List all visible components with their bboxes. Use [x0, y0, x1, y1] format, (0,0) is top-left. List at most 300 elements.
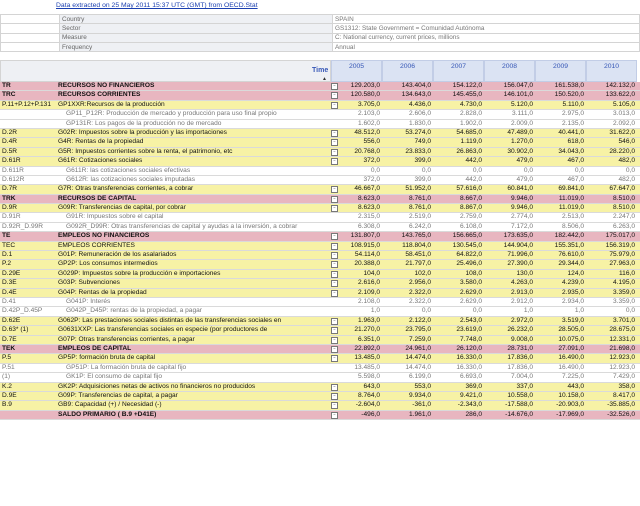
- value-cell: 372,0: [363, 175, 380, 183]
- meta-key: Sector: [60, 24, 333, 33]
- row-label[interactable]: RECURSOS NO FINANCIEROS: [58, 82, 155, 89]
- sort-arrow-icon[interactable]: ▲: [322, 76, 327, 82]
- row-label[interactable]: GK2P: Adquisiciones netas de activos no financieros no producidos: [58, 382, 256, 390]
- value-cell: 48.512,0: [354, 128, 380, 136]
- value-cell: 2.934,0: [562, 297, 584, 305]
- value-cell: 6.108,0: [460, 222, 482, 230]
- value-cell: 8.764,0: [358, 391, 380, 399]
- row-label[interactable]: G09P: Transferencias de capital, a pagar: [58, 391, 178, 399]
- value-cell: 133.622,0: [605, 91, 635, 99]
- value-cell: 143.765,0: [401, 232, 431, 240]
- row-code: P.51: [2, 363, 15, 371]
- meta-value: GS1312: State Government = Comunidad Autónoma: [333, 24, 640, 33]
- value-cell: 7.748,0: [460, 335, 482, 343]
- value-cell: 118.804,0: [402, 241, 431, 249]
- value-cell: 9.421,0: [460, 391, 482, 399]
- value-cell: 116,0: [618, 269, 635, 277]
- value-cell: 20.388,0: [354, 260, 380, 268]
- table-row: [0, 270, 640, 279]
- value-cell: 34.043,0: [558, 147, 584, 155]
- value-cell: 28.675,0: [609, 326, 635, 334]
- value-cell: 28.505,0: [558, 326, 584, 334]
- value-cell: 143.404,0: [401, 82, 431, 89]
- row-label[interactable]: G041P: Interés: [66, 297, 111, 305]
- meta-key: Country: [60, 15, 333, 24]
- value-cell: -2.343,0: [457, 401, 482, 409]
- value-cell: 108,0: [465, 269, 482, 277]
- value-cell: 2.912,0: [511, 297, 533, 305]
- meta-value: SPAIN: [333, 15, 640, 24]
- table-row: [0, 345, 640, 354]
- row-code: D.63* (1): [2, 326, 29, 334]
- row-code: TR: [2, 82, 11, 89]
- value-cell: 27.390,0: [507, 260, 533, 268]
- table-row: [0, 289, 640, 298]
- row-code: D.4R: [2, 138, 18, 146]
- value-cell: 129.203,0: [350, 82, 380, 89]
- value-cell: 2.606,0: [409, 110, 431, 118]
- row-label[interactable]: GP11_P12R: Producción de mercado y producción para uso final propio: [66, 110, 277, 118]
- row-code: D.2R: [2, 128, 18, 136]
- value-cell: 8.506,0: [562, 222, 584, 230]
- value-cell: 146.101,0: [503, 91, 533, 99]
- row-label[interactable]: G04P: Rentas de la propiedad: [58, 288, 147, 296]
- value-cell: 13.485,0: [354, 354, 380, 362]
- row-label[interactable]: GP1XXR:Recursos de la producción: [58, 100, 165, 108]
- value-cell: 0,0: [523, 166, 533, 174]
- expand-collapse-icon[interactable]: −: [331, 337, 338, 344]
- value-cell: 29.344,0: [558, 260, 584, 268]
- value-cell: 156.319,0: [605, 241, 635, 249]
- value-cell: 749,0: [414, 138, 431, 146]
- value-cell: 2.828,0: [460, 110, 482, 118]
- row-code: D.1: [2, 251, 13, 259]
- value-cell: 399,0: [414, 175, 431, 183]
- value-cell: 2.935,0: [562, 288, 584, 296]
- value-cell: 467,0: [567, 175, 584, 183]
- value-cell: 58.451,0: [405, 251, 431, 259]
- data-source-link[interactable]: Data extracted on 25 May 2011 15:37 UTC (GMT) from OECD.Stat: [56, 2, 258, 9]
- value-cell: -20.903,0: [556, 401, 584, 409]
- value-cell: 3.111,0: [511, 110, 533, 118]
- value-cell: -35.885,0: [607, 401, 635, 409]
- row-label[interactable]: RECURSOS CORRIENTES: [58, 91, 141, 99]
- value-cell: 69.841,0: [558, 185, 584, 193]
- value-cell: 2.122,0: [409, 316, 431, 324]
- value-cell: 3.701,0: [613, 316, 635, 324]
- row-label[interactable]: G7R: Otras transferencias corrientes, a cobrar: [58, 185, 194, 193]
- expand-collapse-icon[interactable]: −: [331, 402, 338, 409]
- expand-collapse-icon[interactable]: −: [331, 261, 338, 268]
- value-cell: 173.635,0: [503, 232, 533, 240]
- table-row: [0, 204, 640, 213]
- value-cell: 479,0: [516, 175, 533, 183]
- value-cell: 26.232,0: [507, 326, 533, 334]
- expand-collapse-icon[interactable]: −: [331, 196, 338, 203]
- value-cell: 104,0: [363, 269, 380, 277]
- value-cell: 7.225,0: [562, 373, 584, 381]
- meta-value: Annual: [333, 42, 640, 51]
- value-cell: 7.429,0: [613, 373, 635, 381]
- table-row: [0, 129, 640, 138]
- value-cell: 46.667,0: [354, 185, 380, 193]
- value-cell: 643,0: [363, 382, 380, 390]
- value-cell: 3.705,0: [358, 100, 380, 108]
- year-header[interactable]: 2008: [484, 60, 535, 82]
- row-label[interactable]: G02R: Impuestos sobre la producción y las importaciones: [58, 128, 227, 136]
- value-cell: 372,0: [363, 157, 380, 165]
- table-row: [0, 401, 640, 410]
- table-row: [0, 411, 640, 420]
- row-code: D.92R_D.99R: [2, 222, 44, 230]
- value-cell: 369,0: [465, 382, 482, 390]
- row-label[interactable]: G611R: las cotizaciones sociales efectivas: [66, 166, 191, 174]
- value-cell: 175.017,0: [605, 232, 635, 240]
- value-cell: 0,0: [472, 166, 482, 174]
- year-header[interactable]: 2009: [535, 60, 586, 82]
- row-label[interactable]: G03P: Subvenciones: [58, 279, 120, 287]
- value-cell: 2.543,0: [460, 316, 482, 324]
- value-cell: 4.239,0: [562, 279, 584, 287]
- value-cell: 12.331,0: [609, 335, 635, 343]
- value-cell: 108.915,0: [350, 241, 380, 249]
- row-label[interactable]: GP51P: La formación bruta de capital fijo: [66, 363, 187, 371]
- value-cell: 442,0: [465, 175, 482, 183]
- meta-row-frequency: [1, 42, 640, 51]
- expand-collapse-icon[interactable]: −: [331, 149, 338, 156]
- value-cell: -496,0: [361, 410, 380, 418]
- value-cell: 618,0: [567, 138, 584, 146]
- value-cell: 443,0: [567, 382, 584, 390]
- value-cell: 1.902,0: [460, 119, 482, 127]
- value-cell: 23.619,0: [456, 326, 482, 334]
- meta-row-country: [1, 15, 640, 24]
- value-cell: 13.485,0: [354, 363, 380, 371]
- table-row: [0, 213, 640, 222]
- value-cell: 11.019,0: [558, 204, 584, 212]
- value-cell: 2.513,0: [562, 213, 584, 221]
- value-cell: 1.119,0: [460, 138, 482, 146]
- value-cell: -17.969,0: [556, 410, 584, 418]
- value-cell: 26.863,0: [456, 147, 482, 155]
- row-code: P.11+P.12+P.131: [2, 100, 52, 108]
- row-label[interactable]: SALDO PRIMARIO ( B.9 +D41E): [58, 410, 157, 418]
- value-cell: 23.795,0: [405, 326, 431, 334]
- value-cell: 8.867,0: [460, 204, 482, 212]
- value-cell: 156.665,0: [452, 232, 482, 240]
- expand-collapse-icon[interactable]: −: [331, 243, 338, 250]
- expand-collapse-icon[interactable]: −: [331, 92, 338, 99]
- value-cell: 337,0: [516, 382, 533, 390]
- value-cell: 2.616,0: [358, 279, 380, 287]
- value-cell: 1.602,0: [358, 119, 380, 127]
- data-table: [0, 82, 640, 420]
- expand-collapse-icon[interactable]: −: [331, 205, 338, 212]
- value-cell: 8.667,0: [460, 194, 482, 202]
- value-cell: 24.961,0: [405, 344, 431, 352]
- row-label[interactable]: RECURSOS DE CAPITAL: [58, 194, 137, 202]
- value-cell: 150.520,0: [554, 91, 584, 99]
- year-header[interactable]: 2005: [331, 60, 382, 82]
- row-label[interactable]: EMPLEOS CORRIENTES: [58, 241, 135, 249]
- value-cell: 546,0: [618, 138, 635, 146]
- value-cell: 1,0: [574, 307, 584, 315]
- expand-collapse-icon[interactable]: −: [331, 186, 338, 193]
- value-cell: 17.836,0: [507, 354, 533, 362]
- value-cell: 16.330,0: [456, 354, 482, 362]
- value-cell: 7.004,0: [511, 373, 533, 381]
- row-code: TEC: [2, 241, 16, 249]
- value-cell: 11.019,0: [558, 194, 584, 202]
- value-cell: 8.623,0: [358, 194, 380, 202]
- value-cell: 27.091,0: [558, 344, 584, 352]
- expand-collapse-icon[interactable]: −: [331, 233, 338, 240]
- value-cell: 145.455,0: [452, 91, 482, 99]
- value-cell: 4.436,0: [409, 100, 431, 108]
- row-code: D.612R: [2, 175, 25, 183]
- value-cell: -14.676,0: [505, 410, 533, 418]
- value-cell: 467,0: [567, 157, 584, 165]
- row-label[interactable]: EMPLEOS NO FINANCIEROS: [58, 232, 150, 240]
- value-cell: 71.996,0: [507, 251, 533, 259]
- value-cell: 5.105,0: [613, 100, 635, 108]
- value-cell: 16.490,0: [558, 354, 584, 362]
- value-cell: 399,0: [414, 157, 431, 165]
- value-cell: 22.892,0: [354, 344, 380, 352]
- meta-row-measure: [1, 33, 640, 42]
- table-row: [0, 120, 640, 129]
- value-cell: 2.322,0: [409, 297, 431, 305]
- value-cell: 6.308,0: [358, 222, 380, 230]
- value-cell: 9.934,0: [409, 391, 431, 399]
- value-cell: 8.510,0: [613, 194, 635, 202]
- value-cell: 2.519,0: [409, 213, 431, 221]
- meta-key: Measure: [60, 33, 333, 42]
- row-code: B.9: [2, 401, 12, 409]
- value-cell: 161.538,0: [554, 82, 584, 89]
- row-code: (1): [2, 373, 11, 381]
- value-cell: 2.092,0: [613, 119, 635, 127]
- value-cell: 442,0: [465, 157, 482, 165]
- value-cell: 9.008,0: [511, 335, 533, 343]
- value-cell: 1.963,0: [358, 316, 380, 324]
- table-row: [0, 373, 640, 382]
- value-cell: 5.598,0: [358, 373, 380, 381]
- table-row: [0, 138, 640, 147]
- value-cell: 28.220,0: [609, 147, 635, 155]
- value-cell: 10.075,0: [558, 335, 584, 343]
- row-code: K.2: [2, 382, 12, 390]
- row-label[interactable]: GK1P: El consumo de capital fijo: [66, 373, 163, 381]
- value-cell: 102,0: [414, 269, 431, 277]
- value-cell: 0,0: [421, 307, 431, 315]
- row-label[interactable]: G0631XXP: Las transferencias sociales en especie (por productores de: [58, 326, 268, 334]
- value-cell: 1.270,0: [511, 138, 533, 146]
- table-row: [0, 167, 640, 176]
- row-code: D.7E: [2, 335, 17, 343]
- expand-collapse-icon[interactable]: −: [331, 139, 338, 146]
- year-header[interactable]: 2010: [586, 60, 637, 82]
- table-row: [0, 195, 640, 204]
- value-cell: 556,0: [363, 138, 380, 146]
- value-cell: 17.836,0: [507, 363, 533, 371]
- year-header[interactable]: 2006: [382, 60, 433, 82]
- table-row: [0, 326, 640, 335]
- expand-collapse-icon[interactable]: −: [331, 130, 338, 137]
- row-code: D.4E: [2, 288, 17, 296]
- expand-collapse-icon[interactable]: −: [331, 346, 338, 353]
- value-cell: 0,0: [574, 166, 584, 174]
- value-cell: 9.946,0: [511, 204, 533, 212]
- row-label[interactable]: G61R: Cotizaciones sociales: [58, 157, 143, 165]
- row-code: TRK: [2, 194, 16, 202]
- row-label[interactable]: G01P: Remuneración de los asalariados: [58, 251, 177, 259]
- expand-collapse-icon[interactable]: −: [331, 412, 338, 419]
- row-code: D.611R: [2, 166, 24, 174]
- value-cell: 53.274,0: [405, 128, 431, 136]
- table-row: [0, 185, 640, 194]
- row-code: D.5R: [2, 147, 18, 155]
- table-row: [0, 223, 640, 232]
- value-cell: 482,0: [618, 157, 635, 165]
- value-cell: 2.322,0: [409, 288, 431, 296]
- value-cell: 2.315,0: [358, 213, 380, 221]
- row-code: D.7R: [2, 185, 18, 193]
- expand-collapse-icon[interactable]: −: [331, 271, 338, 278]
- row-label[interactable]: G029P: Impuestos sobre la producción e importaciones: [58, 269, 221, 277]
- value-cell: 2.135,0: [562, 119, 584, 127]
- value-cell: 14.474,0: [405, 354, 431, 362]
- value-cell: 9.946,0: [511, 194, 533, 202]
- value-cell: 16.330,0: [456, 363, 482, 371]
- value-cell: 3.359,0: [613, 297, 635, 305]
- value-cell: 8.761,0: [409, 204, 431, 212]
- value-cell: 6.351,0: [358, 335, 380, 343]
- row-code: D.62E: [2, 316, 21, 324]
- value-cell: 286,0: [465, 410, 482, 418]
- value-cell: 0,0: [472, 307, 482, 315]
- value-cell: 28.731,0: [507, 344, 533, 352]
- value-cell: 2.103,0: [358, 110, 380, 118]
- value-cell: -361,0: [412, 401, 431, 409]
- value-cell: 47.489,0: [507, 128, 533, 136]
- value-cell: 131.807,0: [350, 232, 380, 240]
- expand-collapse-icon[interactable]: −: [331, 102, 338, 109]
- value-cell: 3.013,0: [613, 110, 635, 118]
- table-row: [0, 157, 640, 166]
- row-label[interactable]: G07P: Otras transferencias corrientes, a pagar: [58, 335, 195, 343]
- value-cell: 60.841,0: [507, 185, 533, 193]
- expand-collapse-icon[interactable]: −: [331, 290, 338, 297]
- row-label[interactable]: G612R: las cotizaciones sociales imputadas: [66, 175, 196, 183]
- value-cell: 67.647,0: [609, 185, 635, 193]
- value-cell: 75.979,0: [609, 251, 635, 259]
- row-label[interactable]: G062P: Las prestaciones sociales distintas de las transferencias sociales en: [58, 316, 282, 324]
- row-label[interactable]: G91R: Impuestos sobre el capital: [66, 213, 164, 221]
- value-cell: 14.474,0: [405, 363, 431, 371]
- row-label[interactable]: EMPLEOS DE CAPITAL: [58, 344, 132, 352]
- row-code: TEK: [2, 344, 16, 352]
- row-label[interactable]: G4R: Rentas de la propiedad: [58, 138, 144, 146]
- expand-collapse-icon[interactable]: −: [331, 393, 338, 400]
- value-cell: 76.610,0: [558, 251, 584, 259]
- row-label[interactable]: GP2P: Los consumos intermedios: [58, 260, 158, 268]
- row-label[interactable]: G092R_D99R: Otras transferencias de capital y ayudas a la inversión, a cobrar: [66, 222, 298, 230]
- table-row: [0, 383, 640, 392]
- row-code: D.9E: [2, 391, 17, 399]
- value-cell: 2.629,0: [460, 288, 482, 296]
- value-cell: 3.580,0: [460, 279, 482, 287]
- value-cell: 2.774,0: [511, 213, 533, 221]
- expand-collapse-icon[interactable]: −: [331, 158, 338, 165]
- table-row: [0, 260, 640, 269]
- value-cell: 51.952,0: [405, 185, 431, 193]
- value-cell: 120.580,0: [350, 91, 380, 99]
- value-cell: 5.110,0: [562, 100, 584, 108]
- value-cell: 10.558,0: [507, 391, 533, 399]
- row-code: P.5: [2, 354, 12, 362]
- row-label[interactable]: G042P_D45P: rentas de la propiedad, a pagar: [66, 307, 202, 315]
- value-cell: 8.761,0: [409, 194, 431, 202]
- value-cell: 479,0: [516, 157, 533, 165]
- row-label[interactable]: G5R: Impuestos corrientes sobre la renta, el patrimonio, etc: [58, 147, 233, 155]
- row-label[interactable]: GB9: Capacidad (+) / Necesidad (-): [58, 401, 162, 409]
- table-row: [0, 392, 640, 401]
- row-label[interactable]: GP5P: formación bruta de capital: [58, 354, 156, 362]
- value-cell: 6.199,0: [409, 373, 431, 381]
- value-cell: 8.623,0: [358, 204, 380, 212]
- meta-value: C: National currency, current prices, millions: [333, 33, 640, 42]
- value-cell: -17.588,0: [505, 401, 533, 409]
- value-cell: 21.698,0: [609, 344, 635, 352]
- value-cell: 21.797,0: [405, 260, 431, 268]
- table-row: [0, 364, 640, 373]
- year-header[interactable]: 2007: [433, 60, 484, 82]
- row-code: D.3E: [2, 279, 17, 287]
- row-code: TRC: [2, 91, 16, 99]
- expand-collapse-icon[interactable]: −: [331, 384, 338, 391]
- value-cell: 10.158,0: [558, 391, 584, 399]
- value-cell: 0,0: [370, 166, 380, 174]
- value-cell: 54.114,0: [354, 251, 380, 259]
- table-row: [0, 251, 640, 260]
- row-label[interactable]: G09R: Transferencias de capital, por cobrar: [58, 204, 186, 212]
- value-cell: 16.490,0: [558, 363, 584, 371]
- table-row: [0, 148, 640, 157]
- meta-key: Frequency: [60, 42, 333, 51]
- expand-collapse-icon[interactable]: −: [331, 252, 338, 259]
- value-cell: 3.519,0: [562, 316, 584, 324]
- value-cell: 156.047,0: [503, 82, 533, 89]
- expand-collapse-icon[interactable]: −: [331, 318, 338, 325]
- value-cell: 3.359,0: [613, 288, 635, 296]
- expand-collapse-icon[interactable]: −: [331, 83, 338, 90]
- time-header: [0, 60, 640, 82]
- expand-collapse-icon[interactable]: −: [331, 327, 338, 334]
- row-label[interactable]: GP131R: Los pagos de la producción no de mercado: [66, 119, 222, 127]
- value-cell: 20.768,0: [354, 147, 380, 155]
- value-cell: 0,0: [625, 166, 635, 174]
- value-cell: 2.972,0: [511, 316, 533, 324]
- value-cell: 8.417,0: [613, 391, 635, 399]
- value-cell: 124,0: [567, 269, 584, 277]
- expand-collapse-icon[interactable]: −: [331, 355, 338, 362]
- value-cell: 2.975,0: [562, 110, 584, 118]
- value-cell: 8.510,0: [613, 204, 635, 212]
- value-cell: 134.643,0: [401, 91, 431, 99]
- expand-collapse-icon[interactable]: −: [331, 280, 338, 287]
- value-cell: 130,0: [516, 269, 533, 277]
